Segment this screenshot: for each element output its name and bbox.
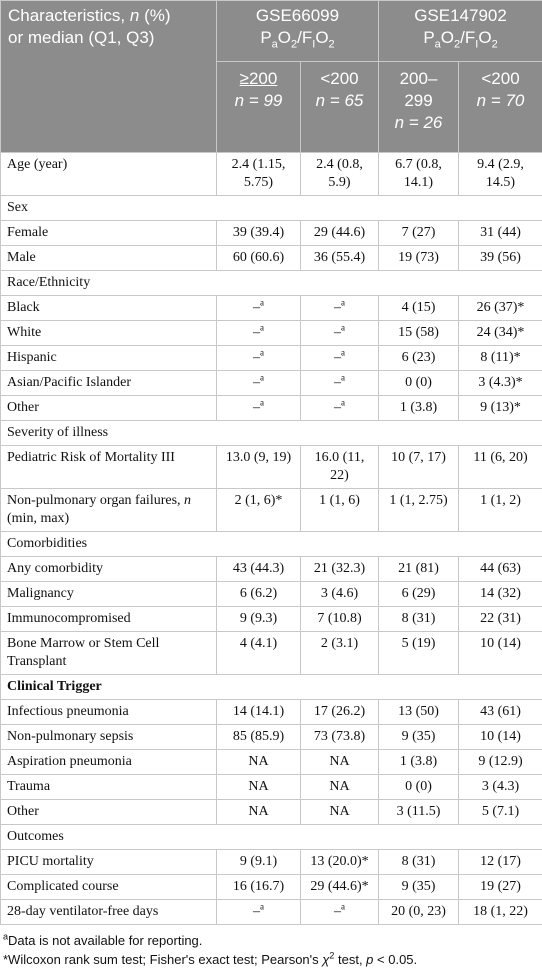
group2-ratio: $P_aO_2/F_IO_2$ (423, 28, 498, 51)
table-row (1, 489, 542, 532)
cell-value: 4 (4.1) (217, 632, 301, 675)
cell-value: 13 (50) (379, 700, 459, 725)
cell-value: 11 (6, 20) (459, 446, 542, 489)
table-row (1, 346, 542, 371)
cell-value: 39 (56) (459, 246, 542, 271)
row-label: Complicated course (1, 875, 217, 900)
section-label: Clinical Trigger (1, 675, 542, 700)
table-row (1, 875, 542, 900)
table-row (1, 725, 542, 750)
table-row (1, 850, 542, 875)
table-row (1, 900, 542, 925)
cell-value: 10 (14) (459, 632, 542, 675)
cell-value: 19 (27) (459, 875, 542, 900)
subheader-lt200-b (459, 62, 542, 153)
sub4-label: <200 (481, 69, 520, 88)
table-row (1, 153, 542, 196)
table-row (1, 532, 542, 557)
subheader-200-299 (379, 62, 459, 153)
cell-value: 9 (35) (379, 725, 459, 750)
cell-value: 3 (4.3)* (459, 371, 542, 396)
cell-value: 8 (11)* (459, 346, 542, 371)
cell-value: 73 (73.8) (301, 725, 379, 750)
row-label: Male (1, 246, 217, 271)
cell-value: –$^a$ (217, 321, 301, 346)
cell-value: –$^a$ (301, 296, 379, 321)
corner-n: n (129, 6, 140, 25)
cell-value: 29 (44.6)* (301, 875, 379, 900)
row-label: White (1, 321, 217, 346)
cell-value: 12 (17) (459, 850, 542, 875)
cell-value: 6 (29) (379, 582, 459, 607)
cell-value: 10 (14) (459, 725, 542, 750)
table-body (1, 153, 542, 925)
cell-value: 5 (7.1) (459, 800, 542, 825)
cell-value: –$^a$ (217, 296, 301, 321)
section-label: Severity of illness (1, 421, 542, 446)
cell-value: 7 (10.8) (301, 607, 379, 632)
sub3-label2: 299 (404, 91, 433, 110)
cell-value: 3 (11.5) (379, 800, 459, 825)
sub2-label: <200 (320, 69, 359, 88)
row-label: Hispanic (1, 346, 217, 371)
cell-value: 26 (37)* (459, 296, 542, 321)
cell-value: 3 (4.3) (459, 775, 542, 800)
cell-value: 13.0 (9, 19) (217, 446, 301, 489)
table-row (1, 607, 542, 632)
row-label: Non-pulmonary sepsis (1, 725, 217, 750)
cell-value: 15 (58) (379, 321, 459, 346)
corner-text-1-end: (%) (139, 6, 171, 25)
table-row (1, 557, 542, 582)
cell-value: 9 (12.9) (459, 750, 542, 775)
cell-value: 19 (73) (379, 246, 459, 271)
table-row (1, 421, 542, 446)
cell-value: 13 (20.0)* (301, 850, 379, 875)
table-row (1, 271, 542, 296)
cell-value: –$^a$ (301, 900, 379, 925)
row-label: Black (1, 296, 217, 321)
row-label: Female (1, 221, 217, 246)
cell-value: 24 (34)* (459, 321, 542, 346)
table-row (1, 196, 542, 221)
footnotes (0, 925, 542, 969)
cell-value: 2.4 (0.8, 5.9) (301, 153, 379, 196)
cell-value: 18 (1, 22) (459, 900, 542, 925)
table-row (1, 800, 542, 825)
table-row (1, 296, 542, 321)
cell-value: 5 (19) (379, 632, 459, 675)
row-label: Asian/Pacific Islander (1, 371, 217, 396)
row-label: Age (year) (1, 153, 217, 196)
cell-value: 29 (44.6) (301, 221, 379, 246)
cell-value: 2 (1, 6)* (217, 489, 301, 532)
section-label: Race/Ethnicity (1, 271, 542, 296)
cell-value: –$^a$ (301, 396, 379, 421)
sub3-label: 200– (399, 69, 438, 88)
sub4-n: n = 70 (476, 91, 525, 110)
cell-value: 9 (9.1) (217, 850, 301, 875)
cell-value: –$^a$ (217, 371, 301, 396)
cell-value: 2 (3.1) (301, 632, 379, 675)
cell-value: NA (301, 800, 379, 825)
table-row (1, 675, 542, 700)
cell-value: 22 (31) (459, 607, 542, 632)
row-label: Other (1, 396, 217, 421)
table-row (1, 221, 542, 246)
row-label: PICU mortality (1, 850, 217, 875)
cell-value: 10 (7, 17) (379, 446, 459, 489)
cell-value: 20 (0, 23) (379, 900, 459, 925)
cell-value: –$^a$ (217, 346, 301, 371)
row-label: Aspiration pneumonia (1, 750, 217, 775)
cell-value: 9 (13)* (459, 396, 542, 421)
cell-value: NA (217, 750, 301, 775)
table-header (1, 1, 542, 153)
table-row (1, 246, 542, 271)
row-label: Immunocompromised (1, 607, 217, 632)
cell-value: 7 (27) (379, 221, 459, 246)
cell-value: 1 (1, 2.75) (379, 489, 459, 532)
row-label: Infectious pneumonia (1, 700, 217, 725)
sub1-label: ≥200 (239, 69, 278, 88)
group2-name: GSE147902 (414, 6, 507, 25)
cell-value: 1 (1, 2) (459, 489, 542, 532)
cell-value: NA (217, 800, 301, 825)
cell-value: 6.7 (0.8, 14.1) (379, 153, 459, 196)
cell-value: 85 (85.9) (217, 725, 301, 750)
cell-value: 1 (1, 6) (301, 489, 379, 532)
cell-value: 9 (9.3) (217, 607, 301, 632)
cell-value: 2.4 (1.15, 5.75) (217, 153, 301, 196)
sub2-n: n = 65 (315, 91, 364, 110)
group-header-gse147902 (379, 1, 542, 62)
section-label: Sex (1, 196, 542, 221)
cell-value: 14 (14.1) (217, 700, 301, 725)
cell-value: 17 (26.2) (301, 700, 379, 725)
table-row (1, 582, 542, 607)
row-label: Any comorbidity (1, 557, 217, 582)
cell-value: 1 (3.8) (379, 396, 459, 421)
cell-value: –$^a$ (301, 321, 379, 346)
cell-value: NA (301, 750, 379, 775)
table-row (1, 750, 542, 775)
row-label: Non-pulmonary organ failures, n (min, max) (1, 489, 217, 532)
group1-name: GSE66099 (255, 6, 340, 25)
table-row (1, 321, 542, 346)
cell-value: 3 (4.6) (301, 582, 379, 607)
cell-value: 8 (31) (379, 850, 459, 875)
cell-value: NA (217, 775, 301, 800)
cell-value: –$^a$ (217, 396, 301, 421)
cell-value: 43 (61) (459, 700, 542, 725)
cell-value: 21 (32.3) (301, 557, 379, 582)
table-row (1, 371, 542, 396)
table-row (1, 396, 542, 421)
cell-value: –$^a$ (301, 346, 379, 371)
corner-header (1, 1, 217, 153)
cell-value: 4 (15) (379, 296, 459, 321)
subheader-ge200 (217, 62, 301, 153)
cell-value: 44 (63) (459, 557, 542, 582)
corner-text-1: Characteristics, (8, 6, 130, 25)
cell-value: 60 (60.6) (217, 246, 301, 271)
table-row (1, 700, 542, 725)
cell-value: 0 (0) (379, 775, 459, 800)
cell-value: 39 (39.4) (217, 221, 301, 246)
footnote-a: $^a$Data is not available for reporting. (3, 931, 203, 948)
group1-ratio: $P_aO_2/F_IO_2$ (260, 28, 335, 51)
table-row (1, 632, 542, 675)
cell-value: 1 (3.8) (379, 750, 459, 775)
cell-value: –$^a$ (301, 371, 379, 396)
section-label: Outcomes (1, 825, 542, 850)
cell-value: 6 (6.2) (217, 582, 301, 607)
cell-value: 8 (31) (379, 607, 459, 632)
cell-value: 21 (81) (379, 557, 459, 582)
cell-value: 6 (23) (379, 346, 459, 371)
row-label: Bone Marrow or Stem Cell Transplant (1, 632, 217, 675)
table-row (1, 446, 542, 489)
table-row (1, 825, 542, 850)
cell-value: 9.4 (2.9, 14.5) (459, 153, 542, 196)
cell-value: –$^a$ (217, 900, 301, 925)
cell-value: 16.0 (11, 22) (301, 446, 379, 489)
cell-value: NA (301, 775, 379, 800)
section-label: Comorbidities (1, 532, 542, 557)
row-label: 28-day ventilator-free days (1, 900, 217, 925)
row-label: Other (1, 800, 217, 825)
row-label: Malignancy (1, 582, 217, 607)
corner-text-2: or median (Q1, Q3) (8, 28, 155, 47)
cell-value: 9 (35) (379, 875, 459, 900)
footnote-star: *Wilcoxon rank sum test; Fisher's exact test; Pearson's $\chi^2$ test, p < 0.05. (3, 950, 418, 967)
group-header-gse66099 (217, 1, 379, 62)
sub1-n: n = 99 (234, 91, 283, 110)
cell-value: 43 (44.3) (217, 557, 301, 582)
cell-value: 36 (55.4) (301, 246, 379, 271)
row-label: Trauma (1, 775, 217, 800)
cell-value: 31 (44) (459, 221, 542, 246)
table-row (1, 775, 542, 800)
sub3-n: n = 26 (394, 113, 443, 132)
subheader-lt200-a (301, 62, 379, 153)
row-label: Pediatric Risk of Mortality III (1, 446, 217, 489)
cell-value: 0 (0) (379, 371, 459, 396)
cell-value: 16 (16.7) (217, 875, 301, 900)
cell-value: 14 (32) (459, 582, 542, 607)
